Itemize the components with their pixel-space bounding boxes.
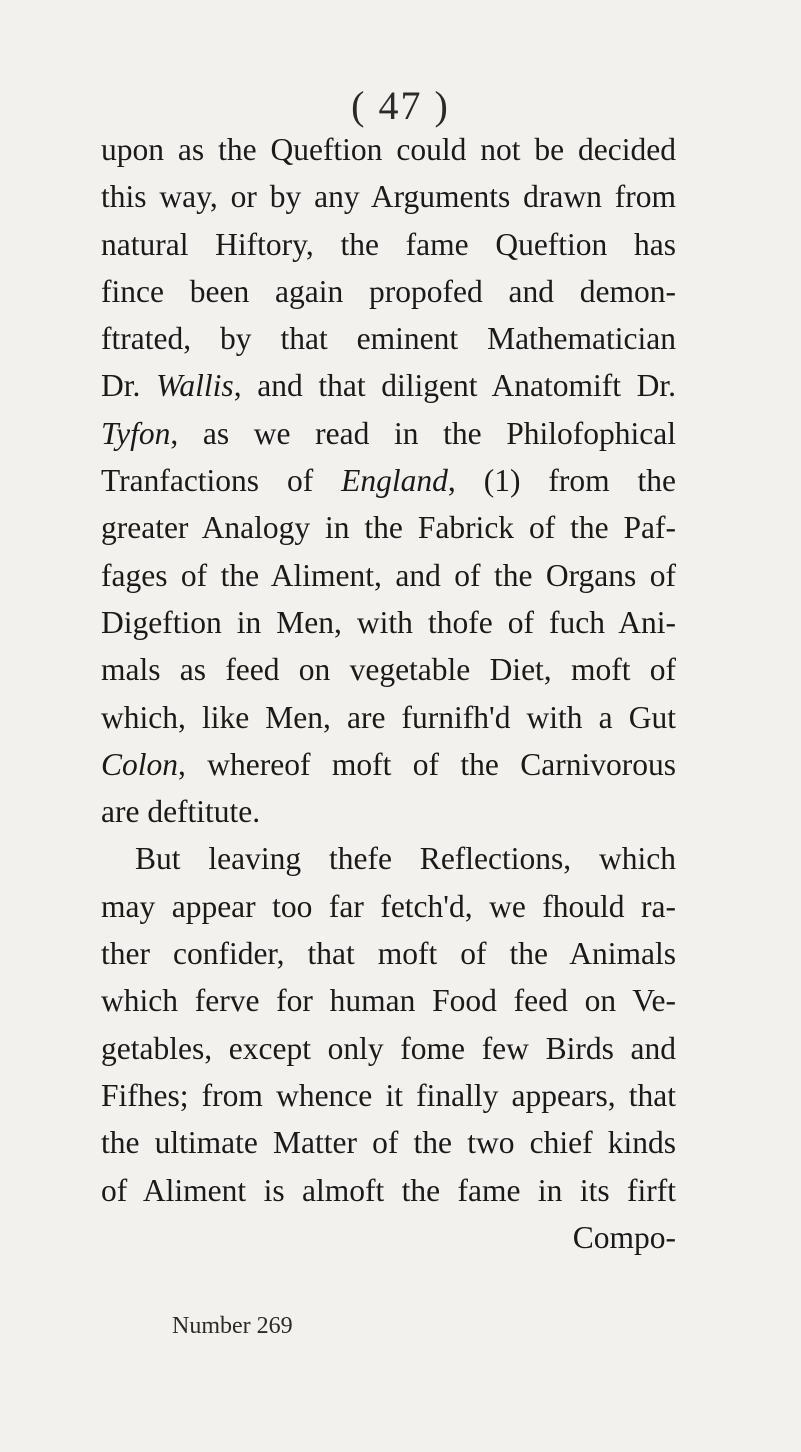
text-line: [101, 362, 676, 409]
body-text: [101, 126, 676, 1261]
text-segment: the ultimate Matter of the two chief kinds: [101, 1125, 676, 1161]
text-line: [101, 977, 676, 1024]
text-segment: greater Analogy in the Fabrick of the Paf-: [101, 510, 676, 546]
text-line: [101, 694, 676, 741]
italic-text: Wallis: [156, 368, 234, 404]
text-line: [101, 741, 676, 788]
text-segment: But leaving thefe Reflections, which: [135, 841, 676, 877]
text-line: [101, 504, 676, 551]
text-line: [101, 1167, 676, 1214]
italic-text: Tyfon: [101, 415, 171, 451]
text-line: [101, 126, 676, 173]
text-line: [101, 599, 676, 646]
italic-text: England: [341, 463, 448, 499]
text-line: [101, 1072, 676, 1119]
text-segment: of Aliment is almoft the fame in its firft: [101, 1172, 676, 1208]
text-segment: Compo-: [572, 1219, 676, 1255]
text-line: [101, 173, 676, 220]
text-segment: are deftitute.: [101, 794, 261, 830]
text-segment: fince been again propofed and demon-: [101, 273, 676, 309]
footer-signature-mark: Number 269: [172, 1313, 293, 1339]
italic-text: Colon: [101, 746, 179, 782]
text-line: [101, 1025, 676, 1072]
text-segment: mals as feed on vegetable Diet, moft of: [101, 652, 676, 688]
text-segment: fages of the Aliment, and of the Organs of: [101, 557, 676, 593]
text-segment: natural Hiftory, the fame Queftion has: [101, 226, 676, 262]
text-segment: Dr.: [101, 368, 157, 404]
text-segment: upon as the Queftion could not be decided: [101, 132, 676, 167]
text-line: [101, 315, 676, 362]
text-segment: Tranfactions of: [101, 463, 342, 499]
text-line: [101, 788, 676, 835]
text-segment: ther confider, that moft of the Animals: [101, 936, 676, 972]
text-line: [101, 1119, 676, 1166]
text-segment: getables, except only fome few Birds and: [101, 1030, 676, 1066]
text-segment: which ferve for human Food feed on Ve-: [101, 983, 676, 1019]
text-line: [101, 646, 676, 693]
text-segment: Digeftion in Men, with thofe of fuch Ani-: [101, 604, 676, 640]
text-line: [101, 552, 676, 599]
text-segment: , (1) from the: [447, 463, 676, 499]
text-segment: , and that diligent Anatomift Dr.: [233, 368, 677, 404]
text-segment: which, like Men, are furnifh'd with a Gut: [101, 699, 676, 735]
text-line: [101, 930, 676, 977]
text-segment: , as we read in the Philofophical: [170, 415, 676, 451]
text-line: [101, 883, 676, 930]
text-line: [101, 1214, 676, 1261]
text-segment: ftrated, by that eminent Mathematician: [101, 321, 676, 357]
text-line: [101, 457, 676, 504]
text-line: [101, 268, 676, 315]
text-segment: this way, or by any Arguments drawn from: [101, 179, 676, 215]
text-segment: Fifhes; from whence it finally appears, that: [101, 1077, 676, 1113]
text-line: [101, 835, 676, 882]
page-number: ( 47 ): [351, 83, 450, 128]
text-line: [101, 410, 676, 457]
text-segment: may appear too far fetch'd, we fhould ra-: [101, 888, 676, 924]
text-segment: , whereof moft of the Carnivorous: [178, 746, 676, 782]
text-line: [101, 221, 676, 268]
